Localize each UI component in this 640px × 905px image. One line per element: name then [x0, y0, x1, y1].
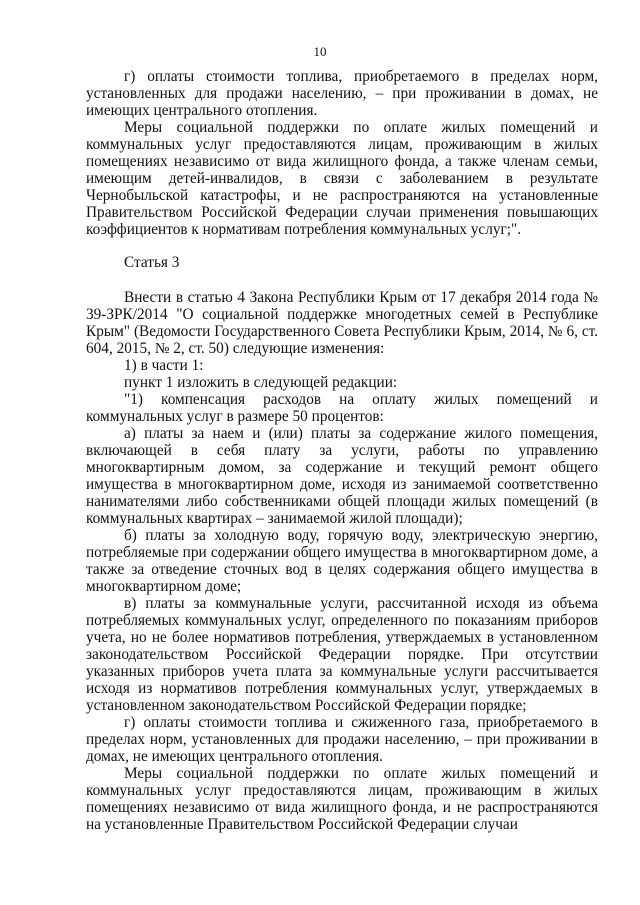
paragraph-compensation: "1) компенсация расходов на оплату жилых помещений и коммунальных услуг в размере 50 процентов: — [86, 391, 598, 425]
paragraph-clause-1-intro: пункт 1 изложить в следующей редакции: — [124, 374, 398, 391]
paragraph-amendment-intro: Внести в статью 4 Закона Республики Крым от 17 декабря 2014 года № 39-ЗРК/2014 "О социальной поддержке многодетных семей в Республике Крым" (Ведомости Государственного Совета Республики Крым, 2014, № 6, ст. 604, 2015, № 2, ст. 50) следующие изменения: — [86, 289, 598, 357]
paragraph-part-1: 1) в части 1: — [124, 357, 204, 374]
paragraph-measures-final: Меры социальной поддержки по оплате жилых помещений и коммунальных услуг предоставляются лицам, проживающим в жилых помещениях независимо от вида жилищного фонда, и не распространяются на установленные Правительством Российской Федерации случаи — [86, 765, 598, 833]
paragraph-support-measures: Меры социальной поддержки по оплате жилых помещений и коммунальных услуг предоставляются лицам, проживающим в жилых помещениях независимо от вида жилищного фонда, а также членам семьи, имеющим детей-инвалидов, в связи с заболеванием в результате Чернобыльской катастрофы, и не распространяются на установленные Правительством Российской Федерации случаи применения повышающих коэффициентов к нормативам потребления коммунальных услуг;". — [86, 119, 598, 238]
paragraph-item-a: а) платы за наем и (или) платы за содержание жилого помещения, включающей в себя плату за услуги, работы по управлению многоквартирным домом, за содержание и текущий ремонт общего имущества в многоквартирном доме, исходя из занимаемой соответственно нанимателями либо собственниками общей площади жилых помещений (в коммунальных квартирах – занимаемой жилой площади); — [86, 425, 598, 527]
paragraph-item-b: б) платы за холодную воду, горячую воду, электрическую энергию, потребляемые при содержании общего имущества в многоквартирном доме, а также за отведение сточных вод в целях содержания общего имущества в многоквартирном доме; — [86, 527, 598, 595]
paragraph-item-v: в) платы за коммунальные услуги, рассчитанной исходя из объема потребляемых коммунальных услуг, определенного по показаниям приборов учета, но не более нормативов потребления, утверждаемых в установленном законодательством Российской Федерации порядке. При отсутствии указанных приборов учета плата за коммунальные услуги рассчитывается исходя из нормативов потребления коммунальных услуг, утверждаемых в установленном законодательством Российской Федерации порядке; — [86, 595, 598, 714]
page-number: 10 — [313, 44, 327, 59]
paragraph-fuel-payment: г) оплаты стоимости топлива, приобретаемого в пределах норм, установленных для продажи населению, – при проживании в домах, не имеющих центрального отопления. — [86, 68, 598, 119]
document-body — [86, 68, 598, 833]
paragraph-item-g: г) оплаты стоимости топлива и сжиженного газа, приобретаемого в пределах норм, установленных для продажи населению, – при проживании в домах, не имеющих центрального отопления. — [86, 714, 598, 765]
article-title: Статья 3 — [124, 254, 180, 271]
